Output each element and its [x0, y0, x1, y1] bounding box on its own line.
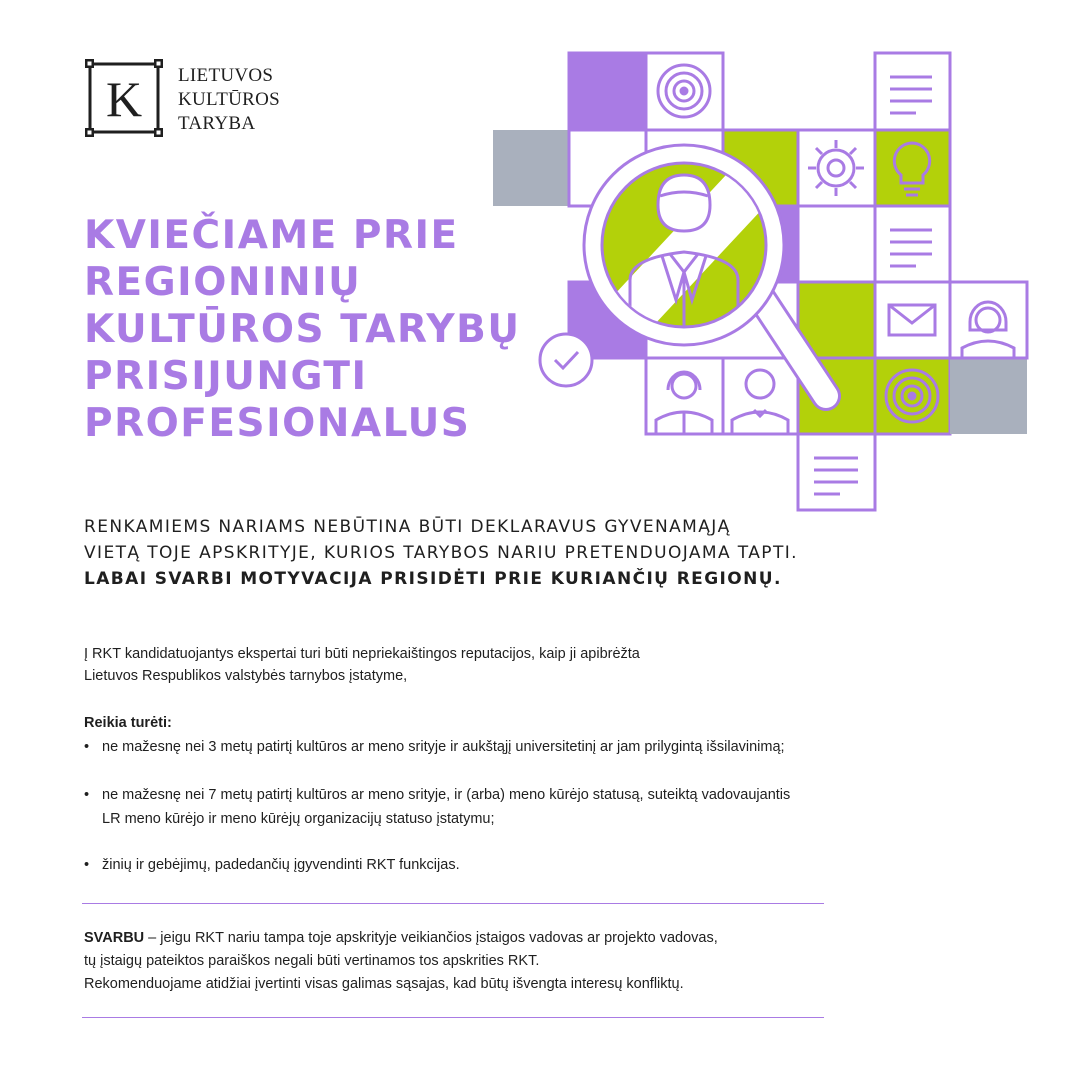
intro-line-1: Į RKT kandidatuojantys ekspertai turi būti nepriekaištingos reputacijos, kaip ji apibrėžta: [84, 646, 640, 662]
list-item-text: LR meno kūrėjo ir meno kūrėjų organizacijų statuso įstatymu;: [102, 811, 495, 827]
list-item: [84, 735, 785, 759]
subheading-emphasis: LABAI SVARBI MOTYVACIJA PRISIDĖTI PRIE KURIANČIŲ REGIONŲ.: [84, 569, 782, 589]
important-note: [84, 927, 944, 996]
list-item-text: žinių ir gebėjimų, padedančių įgyvendinti RKT funkcijas.: [102, 857, 460, 873]
headline-line-4: PRISIJUNGTI: [84, 354, 368, 399]
logo: [84, 58, 280, 138]
important-line-1: – jeigu RKT nariu tampa toje apskrityje veikiančios įstaigos vadovas ar projekto vadovas,: [144, 930, 718, 946]
headline-line-2: REGIONINIŲ: [84, 260, 362, 305]
important-line-3: Rekomenduojame atidžiai įvertinti visas galimas sąsajas, kad būtų išvengta interesų konfliktų.: [84, 976, 684, 992]
bullet-icon: •: [84, 787, 90, 803]
target-icon: [886, 370, 938, 422]
subheading-line-2: VIETĄ TOJE APSKRITYJE, KURIOS TARYBOS NARIU PRETENDUOJAMA TAPTI.: [84, 543, 798, 563]
headline-line-5: PROFESIONALUS: [84, 401, 471, 446]
bullet-icon: •: [84, 739, 90, 755]
requirements-title: Reikia turėti:: [84, 715, 172, 731]
list-item-text: ne mažesnę nei 7 metų patirtį kultūros ar meno srityje, ir (arba) meno kūrėjo statusą, suteiktą vadovaujantis: [102, 787, 791, 803]
headline-line-3: KULTŪROS TARYBŲ: [84, 307, 521, 352]
list-item-text: ne mažesnę nei 3 metų patirtį kultūros ar meno srityje ir aukštąjį universitetinį ar jam prilygintą išsilavinimą;: [102, 739, 785, 755]
divider: [82, 1017, 824, 1018]
target-icon: [658, 65, 710, 117]
headline-line-1: KVIEČIAME PRIE: [84, 213, 459, 258]
list-item: [84, 853, 460, 877]
logo-wordmark: [178, 64, 280, 136]
logo-line-3: TARYBA: [178, 113, 256, 134]
checkmark-icon: [540, 334, 592, 386]
intro-line-2: Lietuvos Respublikos valstybės tarnybos įstatyme,: [84, 668, 408, 684]
logo-line-2: KULTŪROS: [178, 89, 280, 110]
list-item: [84, 783, 790, 831]
logo-letter: K: [105, 71, 143, 127]
bullet-icon: •: [84, 857, 90, 873]
divider: [82, 903, 824, 904]
recruitment-illustration: [490, 50, 1030, 515]
subheading: [84, 514, 984, 592]
subheading-line-1: RENKAMIEMS NARIAMS NEBŪTINA BŪTI DEKLARAVUS GYVENAMĄJĄ: [84, 517, 731, 537]
intro-paragraph: [84, 643, 944, 687]
important-label: SVARBU: [84, 930, 145, 946]
logo-line-1: LIETUVOS: [178, 65, 274, 86]
logo-mark-icon: [84, 58, 164, 138]
important-line-2: tų įstaigų pateiktos paraiškos negali būti vertinamos tos apskrities RKT.: [84, 953, 540, 969]
